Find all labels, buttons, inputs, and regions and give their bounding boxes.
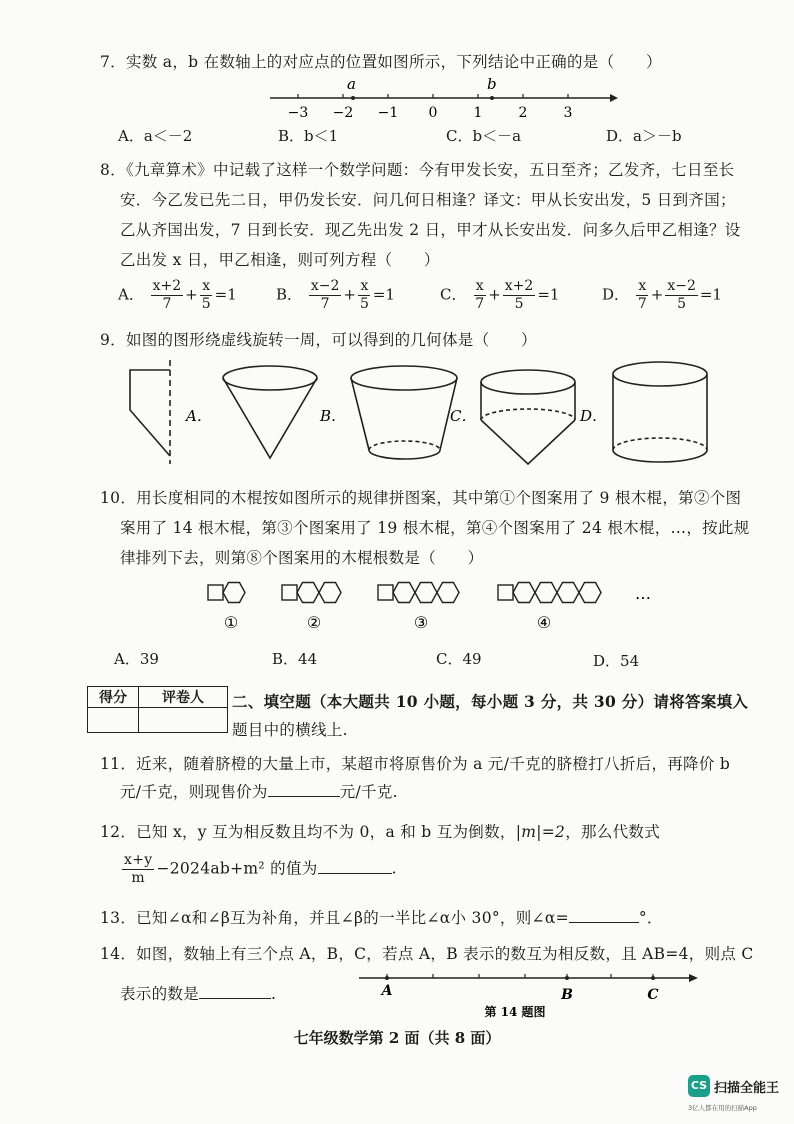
- watermark-tagline: 3亿人都在用的扫描App: [688, 1104, 757, 1112]
- q10-option-d: D．54: [593, 652, 640, 670]
- q14-point-label: A: [381, 983, 393, 999]
- grader-cell[interactable]: [139, 708, 228, 733]
- q12-answer-blank[interactable]: [318, 859, 392, 874]
- q9-label-c: C．: [450, 407, 477, 425]
- q7-stem: 7．实数 a，b 在数轴上的对应点的位置如图所示，下列结论中正确的是（ ）: [100, 53, 662, 71]
- q11-line-1: 11．近来，随着脐橙的大量上市，某超市将原售价为 a 元/千克的脐橙打八折后，再降价 b: [100, 755, 731, 773]
- axis-tick-label: −2: [332, 105, 354, 121]
- q10-line-2: 案用了 14 根木棍，第③个图案用了 19 根木棍，第④个图案用了 24 根木棍，…，按此规: [120, 519, 750, 537]
- q7-option-c: C．b＜－a: [446, 127, 522, 145]
- cs-logo-icon: CS: [688, 1075, 710, 1097]
- q7-point-b-label: b: [487, 76, 497, 93]
- q9-stem: 9．如图的图形绕虚线旋转一周，可以得到的几何体是（ ）: [100, 331, 537, 349]
- q11-line-2: 元/千克，则现售价为 元/千克.: [120, 783, 398, 801]
- q8-option-c: C． $\frac{x}{7}$ + $\frac{x+2}{5}$ =1: [440, 278, 560, 312]
- q7-option-a: A．a＜－2: [118, 127, 193, 145]
- q10-option-a: A．39: [114, 650, 159, 668]
- axis-tick-label: 3: [563, 105, 573, 121]
- q10-option-c: C．49: [436, 650, 482, 668]
- section2-instruction: 题目中的横线上.: [232, 721, 348, 739]
- q10-figure-label: ②: [306, 613, 322, 632]
- q9-label-b: B．: [320, 407, 347, 425]
- q12-line-1: 12．已知 x，y 互为相反数且均不为 0，a 和 b 互为倒数，|m|=2，那么代数式: [100, 823, 661, 841]
- scanner-watermark: [688, 1075, 786, 1115]
- q14-point-label: B: [561, 987, 573, 1003]
- q13-line: 13．已知∠α和∠β互为补角，并且∠β的一半比∠α小 30°，则∠α= °．: [100, 909, 663, 927]
- axis-tick-label: 2: [518, 105, 528, 121]
- q14-line-2: 表示的数是 .: [120, 985, 277, 1003]
- section2-title: 二、填空题（本大题共 10 小题，每小题 3 分，共 30 分）请将答案填入: [232, 692, 749, 711]
- q8-line-4: 乙出发 x 日，甲乙相逢，则可列方程（ ）: [120, 251, 440, 269]
- axis-tick-label: 1: [473, 105, 483, 121]
- q7-option-d: D．a＞－b: [606, 127, 682, 145]
- q7-point-a-label: a: [347, 76, 356, 93]
- axis-tick-label: −3: [287, 105, 309, 121]
- point-a-dot: [351, 96, 355, 100]
- q13-answer-blank[interactable]: [569, 908, 639, 923]
- q8-option-b: B． $\frac{x-2}{7}$ + $\frac{x}{5}$ =1: [276, 278, 395, 312]
- point-b-dot: [490, 96, 494, 100]
- q9-figures: [120, 356, 720, 468]
- q8-line-3: 乙从齐国出发，7 日到长安．现乙先出发 2 日，甲才从长安出发．问多久后甲乙相逢？设: [120, 221, 741, 239]
- q8-line-2: 安．今乙发已先二日，甲仍发长安．问几何日相逢？译文：甲从长安出发，5 日到齐国；: [120, 191, 736, 209]
- q10-line-1: 10．用长度相同的木棍按如图所示的规律拼图案，其中第①个图案用了 9 根木棍，第②个图: [100, 489, 742, 507]
- q14-number-line: [355, 966, 700, 1022]
- q9-label-a: A．: [186, 407, 212, 425]
- grader-header: 评卷人: [139, 687, 228, 708]
- q14-point-label: C: [647, 987, 659, 1003]
- axis-tick-label: −1: [377, 105, 399, 121]
- score-cell[interactable]: [88, 708, 139, 733]
- q8-line-1: 8．《九章算术》中记载了这样一个数学问题：今有甲发长安，五日至齐；乙发齐，七日至长: [100, 161, 735, 179]
- q10-option-b: B．44: [272, 650, 318, 668]
- q12-line-2: $\frac{x+y}{m}$ −2024ab+m² 的值为 .: [124, 852, 397, 886]
- q7-option-b: B．b＜1: [278, 127, 339, 145]
- q11-answer-blank[interactable]: [268, 782, 340, 797]
- q10-stick-patterns: [200, 573, 670, 635]
- axis-tick-label: 0: [428, 105, 438, 121]
- q10-figure-label: ④: [536, 613, 552, 632]
- q8-option-d: D． $\frac{x}{7}$ + $\frac{x-2}{5}$ =1: [602, 278, 722, 312]
- score-table: [87, 686, 228, 733]
- q10-figure-label: ③: [413, 613, 429, 632]
- watermark-brand: 扫描全能王: [714, 1081, 780, 1096]
- q14-answer-blank[interactable]: [199, 984, 271, 999]
- q7-number-line: [266, 76, 618, 122]
- page-footer: 七年级数学第 2 面（共 8 面）: [293, 1029, 501, 1047]
- score-header: 得分: [88, 687, 139, 708]
- q10-figure-label: ①: [223, 613, 239, 632]
- q10-ellipsis: …: [635, 584, 651, 603]
- q14-caption: 第 14 题图: [484, 1005, 546, 1019]
- plane-shape: [130, 370, 170, 456]
- q14-line-1: 14．如图，数轴上有三个点 A，B，C，若点 A，B 表示的数互为相反数，且 AB=4，则点 C: [100, 945, 754, 963]
- q8-option-a: A． $\frac{x+2}{7}$ + $\frac{x}{5}$ =1: [118, 278, 237, 312]
- q9-label-d: D．: [580, 407, 608, 425]
- q10-line-3: 律排列下去，则第⑧个图案用的木棍根数是（ ）: [120, 549, 484, 567]
